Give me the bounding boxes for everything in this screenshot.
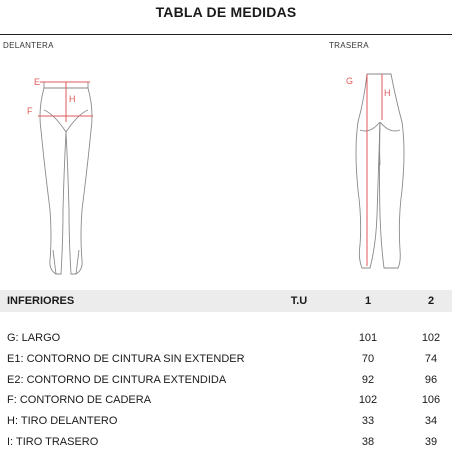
table-row: [0, 371, 452, 392]
row-size-1: 70: [361, 352, 375, 365]
size-table: [0, 290, 452, 454]
row-size-2: 106: [421, 394, 441, 407]
row-size-2: 102: [421, 332, 441, 344]
marker-h-back: H: [384, 88, 391, 98]
header-tu: T.U: [290, 295, 308, 307]
row-size-1: 92: [361, 373, 375, 386]
row-label: H: TIRO DELANTERO: [7, 415, 118, 428]
header-size-1: 1: [364, 295, 372, 307]
back-view-label: TRASERA: [329, 41, 369, 50]
row-size-2: 34: [424, 415, 438, 428]
table-row: [0, 329, 452, 350]
table-row: [0, 412, 452, 433]
row-label: I: TIRO TRASERO: [7, 435, 99, 448]
marker-g: G: [346, 76, 354, 86]
marker-e: E: [34, 77, 41, 87]
row-size-1: 102: [358, 394, 378, 407]
row-size-2: 39: [424, 435, 438, 448]
row-label: E2: CONTORNO DE CINTURA EXTENDIDA: [7, 373, 227, 386]
front-view-figure: [20, 70, 110, 280]
front-view-label: DELANTERA: [3, 41, 54, 50]
row-size-1: 101: [358, 332, 378, 344]
header-size-2: 2: [427, 295, 435, 307]
row-size-2: 74: [424, 352, 438, 365]
back-view-figure: [340, 70, 420, 275]
table-row: [0, 433, 452, 454]
table-spacer: [0, 312, 452, 329]
marker-f: F: [27, 106, 33, 116]
title-divider: [0, 34, 452, 35]
row-size-1: 38: [361, 435, 375, 448]
table-row: [0, 391, 452, 412]
page-title: TABLA DE MEDIDAS: [155, 4, 297, 20]
header-inferiores: INFERIORES: [7, 295, 75, 307]
row-label: E1: CONTORNO DE CINTURA SIN EXTENDER: [7, 352, 245, 365]
row-size-1: 33: [361, 415, 375, 428]
table-row: [0, 350, 452, 371]
row-size-2: 96: [424, 373, 438, 386]
table-header: [0, 290, 452, 312]
row-label: F: CONTORNO DE CADERA: [7, 394, 152, 407]
marker-h-front: H: [69, 94, 76, 104]
back-leggings-outline: [356, 74, 404, 268]
row-label: G: LARGO: [7, 332, 61, 344]
